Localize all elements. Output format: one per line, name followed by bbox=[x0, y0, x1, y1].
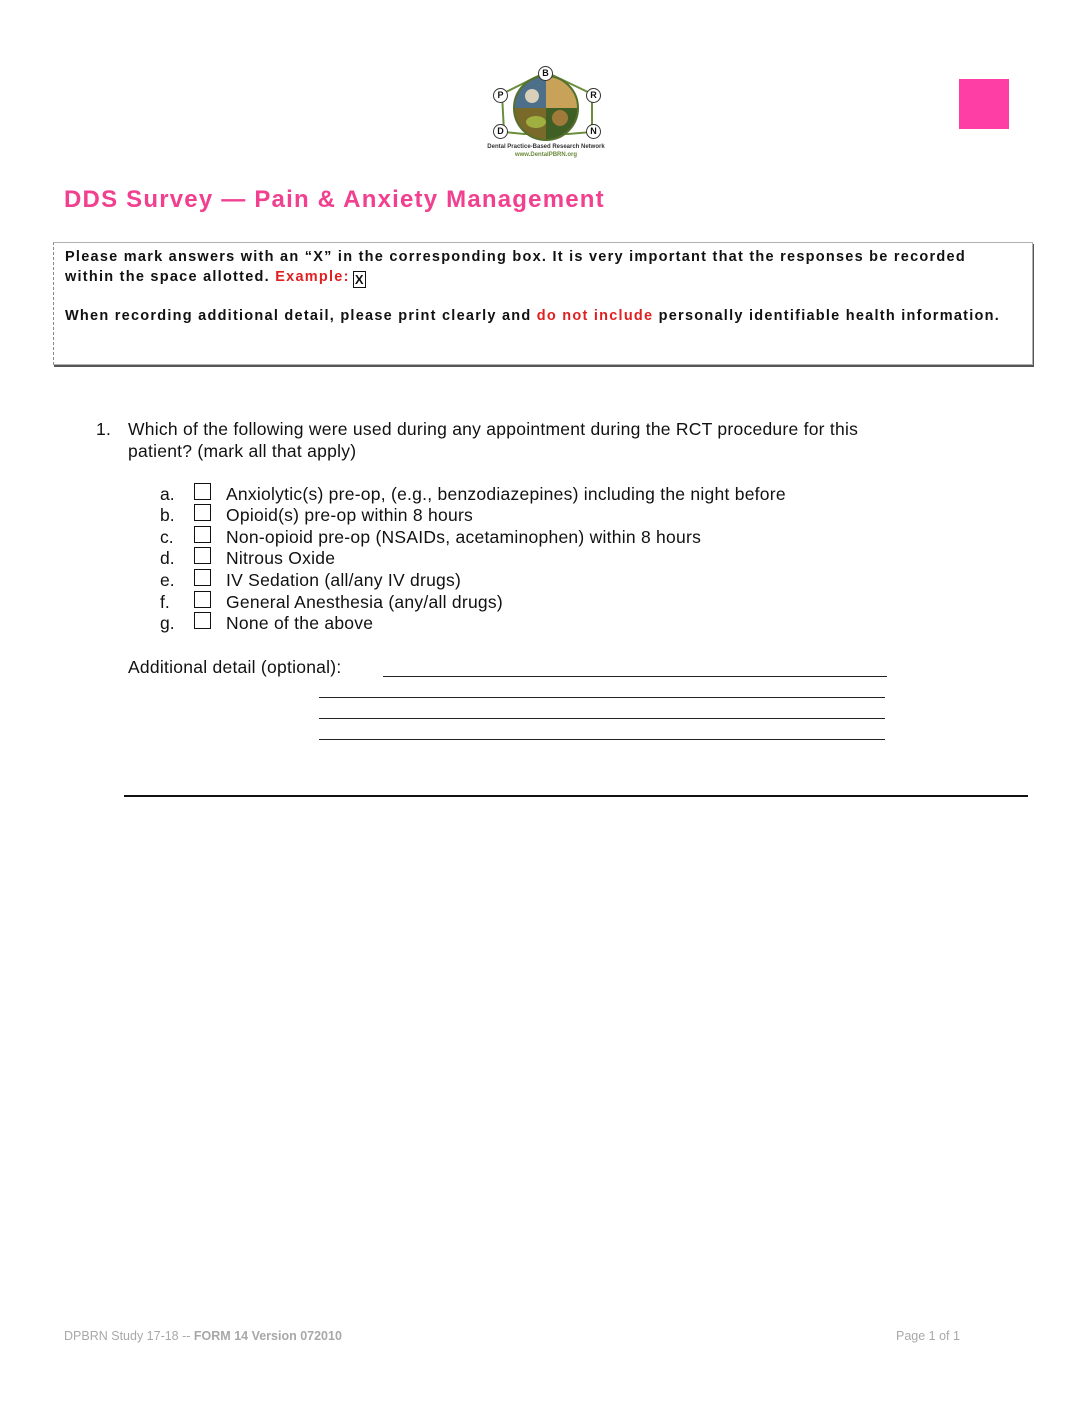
checkbox-general-anesthesia[interactable] bbox=[194, 591, 211, 608]
checkbox-iv-sedation[interactable] bbox=[194, 569, 211, 586]
checkbox-non-opioid[interactable] bbox=[194, 526, 211, 543]
example-checkbox: X bbox=[353, 271, 366, 288]
option-letter-f: f. bbox=[160, 592, 170, 612]
additional-detail-line-4[interactable] bbox=[319, 739, 885, 740]
instructions-text-1: Please mark answers with an “X” in the corresponding box. It is very important that the responses be recorded within the space allotted. bbox=[65, 249, 966, 285]
option-label-none-of-the-above: None of the above bbox=[226, 613, 374, 633]
instructions-text-3: personally identifiable health information. bbox=[658, 308, 1001, 324]
option-label-nitrous-oxide: Nitrous Oxide bbox=[226, 548, 336, 568]
footer-page-number: Page 1 of 1 bbox=[896, 1329, 960, 1343]
do-not-include-warning: do not include bbox=[536, 308, 654, 324]
option-letter-d: d. bbox=[160, 548, 175, 568]
checkbox-nitrous-oxide[interactable] bbox=[194, 547, 211, 564]
option-letter-e: e. bbox=[160, 570, 175, 590]
footer-form-version: FORM 14 Version 072010 bbox=[193, 1329, 342, 1343]
option-label-non-opioid: Non-opioid pre-op (NSAIDs, acetaminophen) within 8 hours bbox=[226, 527, 702, 547]
instructions-text-2: When recording additional detail, please print clearly and bbox=[65, 308, 532, 324]
question-number: 1. bbox=[96, 419, 112, 439]
section-divider bbox=[124, 795, 1028, 797]
option-letter-c: c. bbox=[160, 527, 174, 547]
checkbox-opioids[interactable] bbox=[194, 504, 211, 521]
instructions-paragraph-1 bbox=[65, 247, 1015, 288]
option-label-anxiolytics: Anxiolytic(s) pre-op, (e.g., benzodiazepines) including the night before bbox=[226, 484, 786, 504]
example-label: Example: bbox=[275, 269, 350, 285]
logo-caption-url: www.DentalPBRN.org bbox=[514, 152, 578, 158]
logo-letter-d: D bbox=[493, 124, 508, 139]
additional-detail-label: Additional detail (optional): bbox=[128, 657, 342, 677]
logo-letter-n: N bbox=[586, 124, 601, 139]
logo-letter-r: R bbox=[586, 88, 601, 103]
additional-detail-line-3[interactable] bbox=[319, 718, 885, 719]
option-letter-b: b. bbox=[160, 505, 175, 525]
checkbox-anxiolytics[interactable] bbox=[194, 483, 211, 500]
logo-caption-name: Dental Practice-Based Research Network bbox=[487, 144, 605, 150]
option-label-iv-sedation: IV Sedation (all/any IV drugs) bbox=[226, 570, 462, 590]
footer-form-id bbox=[64, 1329, 342, 1343]
instructions-paragraph-2 bbox=[65, 306, 1015, 326]
question-text-line-1: Which of the following were used during any appointment during the RCT procedure for this bbox=[128, 419, 859, 439]
footer-study: DPBRN Study 17-18 -- bbox=[64, 1329, 191, 1343]
logo-letter-b: B bbox=[538, 66, 553, 81]
logo-letter-p: P bbox=[493, 88, 508, 103]
option-label-general-anesthesia: General Anesthesia (any/all drugs) bbox=[226, 592, 503, 612]
instructions-box bbox=[53, 242, 1033, 365]
additional-detail-line-2[interactable] bbox=[319, 697, 885, 698]
additional-detail-line-1[interactable] bbox=[383, 676, 887, 677]
checkbox-none-of-the-above[interactable] bbox=[194, 612, 211, 629]
option-label-opioids: Opioid(s) pre-op within 8 hours bbox=[226, 505, 474, 525]
option-letter-a: a. bbox=[160, 484, 175, 504]
option-letter-g: g. bbox=[160, 613, 175, 633]
page-title: DDS Survey — Pain & Anxiety Management bbox=[64, 186, 605, 213]
form-marker-square bbox=[959, 79, 1009, 129]
question-text-line-2: patient? (mark all that apply) bbox=[128, 441, 357, 461]
